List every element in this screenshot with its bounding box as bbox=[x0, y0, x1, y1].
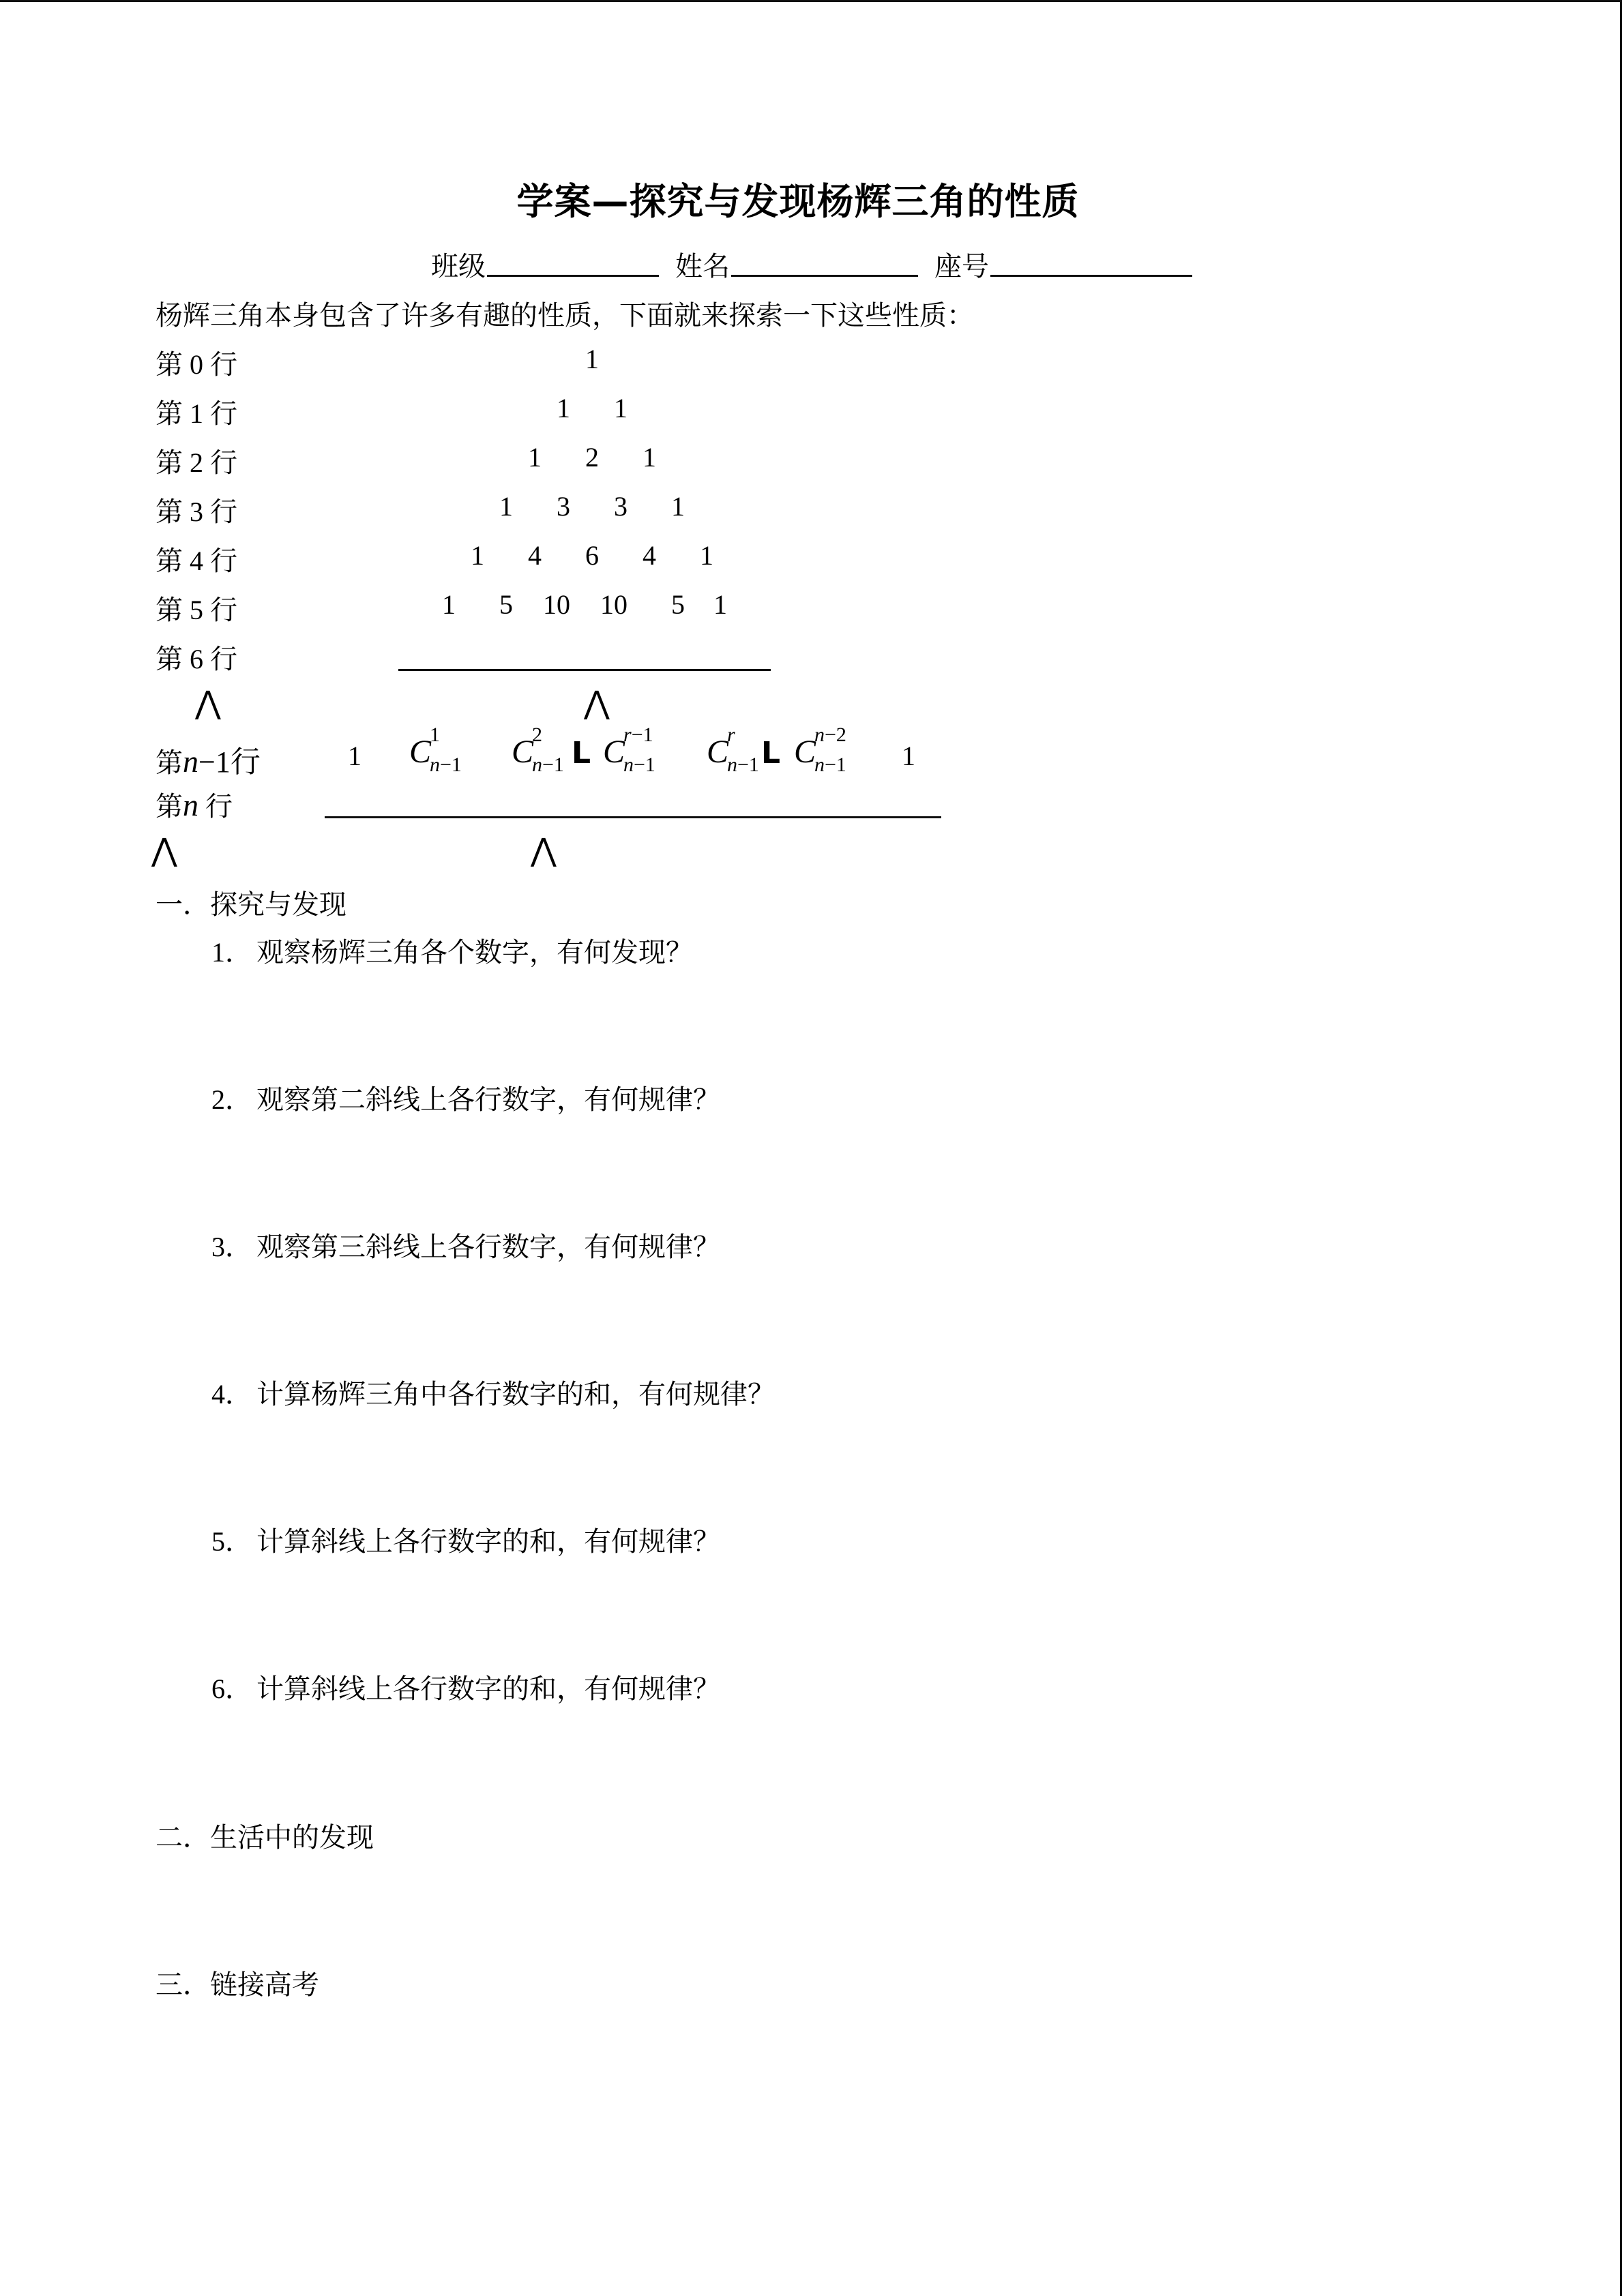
binomial-term: C 1 n−1 bbox=[409, 724, 462, 776]
triangle-number: 1 bbox=[585, 344, 599, 374]
question-item: 4． 计算杨辉三角中各行数字的和，有何规律？ bbox=[211, 1379, 775, 1410]
section-heading: 一．探究与发现 bbox=[156, 889, 346, 920]
triangle-number: 10 bbox=[543, 589, 570, 620]
question-item: 1． 观察杨辉三角各个数字，有何发现？ bbox=[211, 937, 693, 968]
row-label: 第 4 行 bbox=[156, 546, 237, 576]
ellipsis-mark: ⋀ bbox=[151, 831, 177, 868]
name-label: 姓名 bbox=[675, 251, 730, 282]
triangle-number: 5 bbox=[499, 589, 513, 620]
row-label: 第 3 行 bbox=[156, 496, 237, 527]
row-6-answer-line[interactable] bbox=[398, 669, 771, 671]
ellipsis-mark: ⋀ bbox=[531, 831, 557, 868]
binomial-term: C 2 n−1 bbox=[512, 724, 564, 776]
triangle-number: 1 bbox=[471, 540, 484, 571]
triangle-number: 5 bbox=[671, 589, 685, 620]
binomial-term: C r n−1 bbox=[707, 724, 759, 776]
triangle-number: 1 bbox=[442, 589, 456, 620]
section-heading: 三．链接高考 bbox=[156, 1969, 319, 2000]
row-n-minus-1-first: 1 bbox=[348, 741, 361, 771]
intro-text: 杨辉三角本身包含了许多有趣的性质，下面就来探索一下这些性质： bbox=[156, 300, 974, 331]
triangle-number: 1 bbox=[643, 442, 656, 473]
triangle-number: 1 bbox=[499, 491, 513, 522]
triangle-number: 1 bbox=[614, 393, 628, 423]
class-field[interactable] bbox=[487, 275, 659, 277]
page-title: 学案—探究与发现杨辉三角的性质 bbox=[516, 180, 1080, 223]
ellipsis-mark: ⋀ bbox=[195, 684, 221, 721]
row-n-minus-1-last: 1 bbox=[902, 741, 915, 771]
horizontal-ellipsis: L bbox=[572, 736, 591, 771]
triangle-number: 4 bbox=[643, 540, 656, 571]
row-n-label: 第n 行 bbox=[156, 788, 233, 822]
row-label: 第 6 行 bbox=[156, 644, 237, 674]
section-heading: 二．生活中的发现 bbox=[156, 1822, 374, 1853]
triangle-number: 1 bbox=[528, 442, 542, 473]
question-item: 6． 计算斜线上各行数字的和，有何规律？ bbox=[211, 1673, 720, 1704]
row-label: 第 0 行 bbox=[156, 349, 237, 380]
ellipsis-mark: ⋀ bbox=[584, 684, 610, 721]
triangle-number: 1 bbox=[713, 589, 727, 620]
question-item: 2． 观察第二斜线上各行数字，有何规律？ bbox=[211, 1084, 720, 1115]
row-n-minus-1-label: 第n−1行 bbox=[156, 744, 261, 779]
seat-label: 座号 bbox=[934, 251, 989, 282]
triangle-number: 3 bbox=[614, 491, 628, 522]
class-label: 班级 bbox=[431, 251, 486, 282]
name-field[interactable] bbox=[731, 275, 918, 277]
binomial-term: C r−1 n−1 bbox=[603, 724, 655, 776]
question-item: 5． 计算斜线上各行数字的和，有何规律？ bbox=[211, 1526, 720, 1557]
triangle-number: 1 bbox=[700, 540, 713, 571]
triangle-number: 2 bbox=[585, 442, 599, 473]
triangle-number: 1 bbox=[557, 393, 570, 423]
row-label: 第 5 行 bbox=[156, 595, 237, 625]
question-item: 3． 观察第三斜线上各行数字，有何规律？ bbox=[211, 1232, 720, 1262]
triangle-number: 10 bbox=[600, 589, 628, 620]
triangle-number: 4 bbox=[528, 540, 542, 571]
triangle-number: 6 bbox=[585, 540, 599, 571]
horizontal-ellipsis: L bbox=[761, 736, 781, 771]
row-label: 第 1 行 bbox=[156, 398, 237, 429]
seat-field[interactable] bbox=[990, 275, 1192, 277]
triangle-number: 1 bbox=[671, 491, 685, 522]
binomial-term: C n−2 n−1 bbox=[794, 724, 846, 776]
row-n-answer-line[interactable] bbox=[325, 816, 941, 818]
row-label: 第 2 行 bbox=[156, 447, 237, 478]
triangle-number: 3 bbox=[557, 491, 570, 522]
